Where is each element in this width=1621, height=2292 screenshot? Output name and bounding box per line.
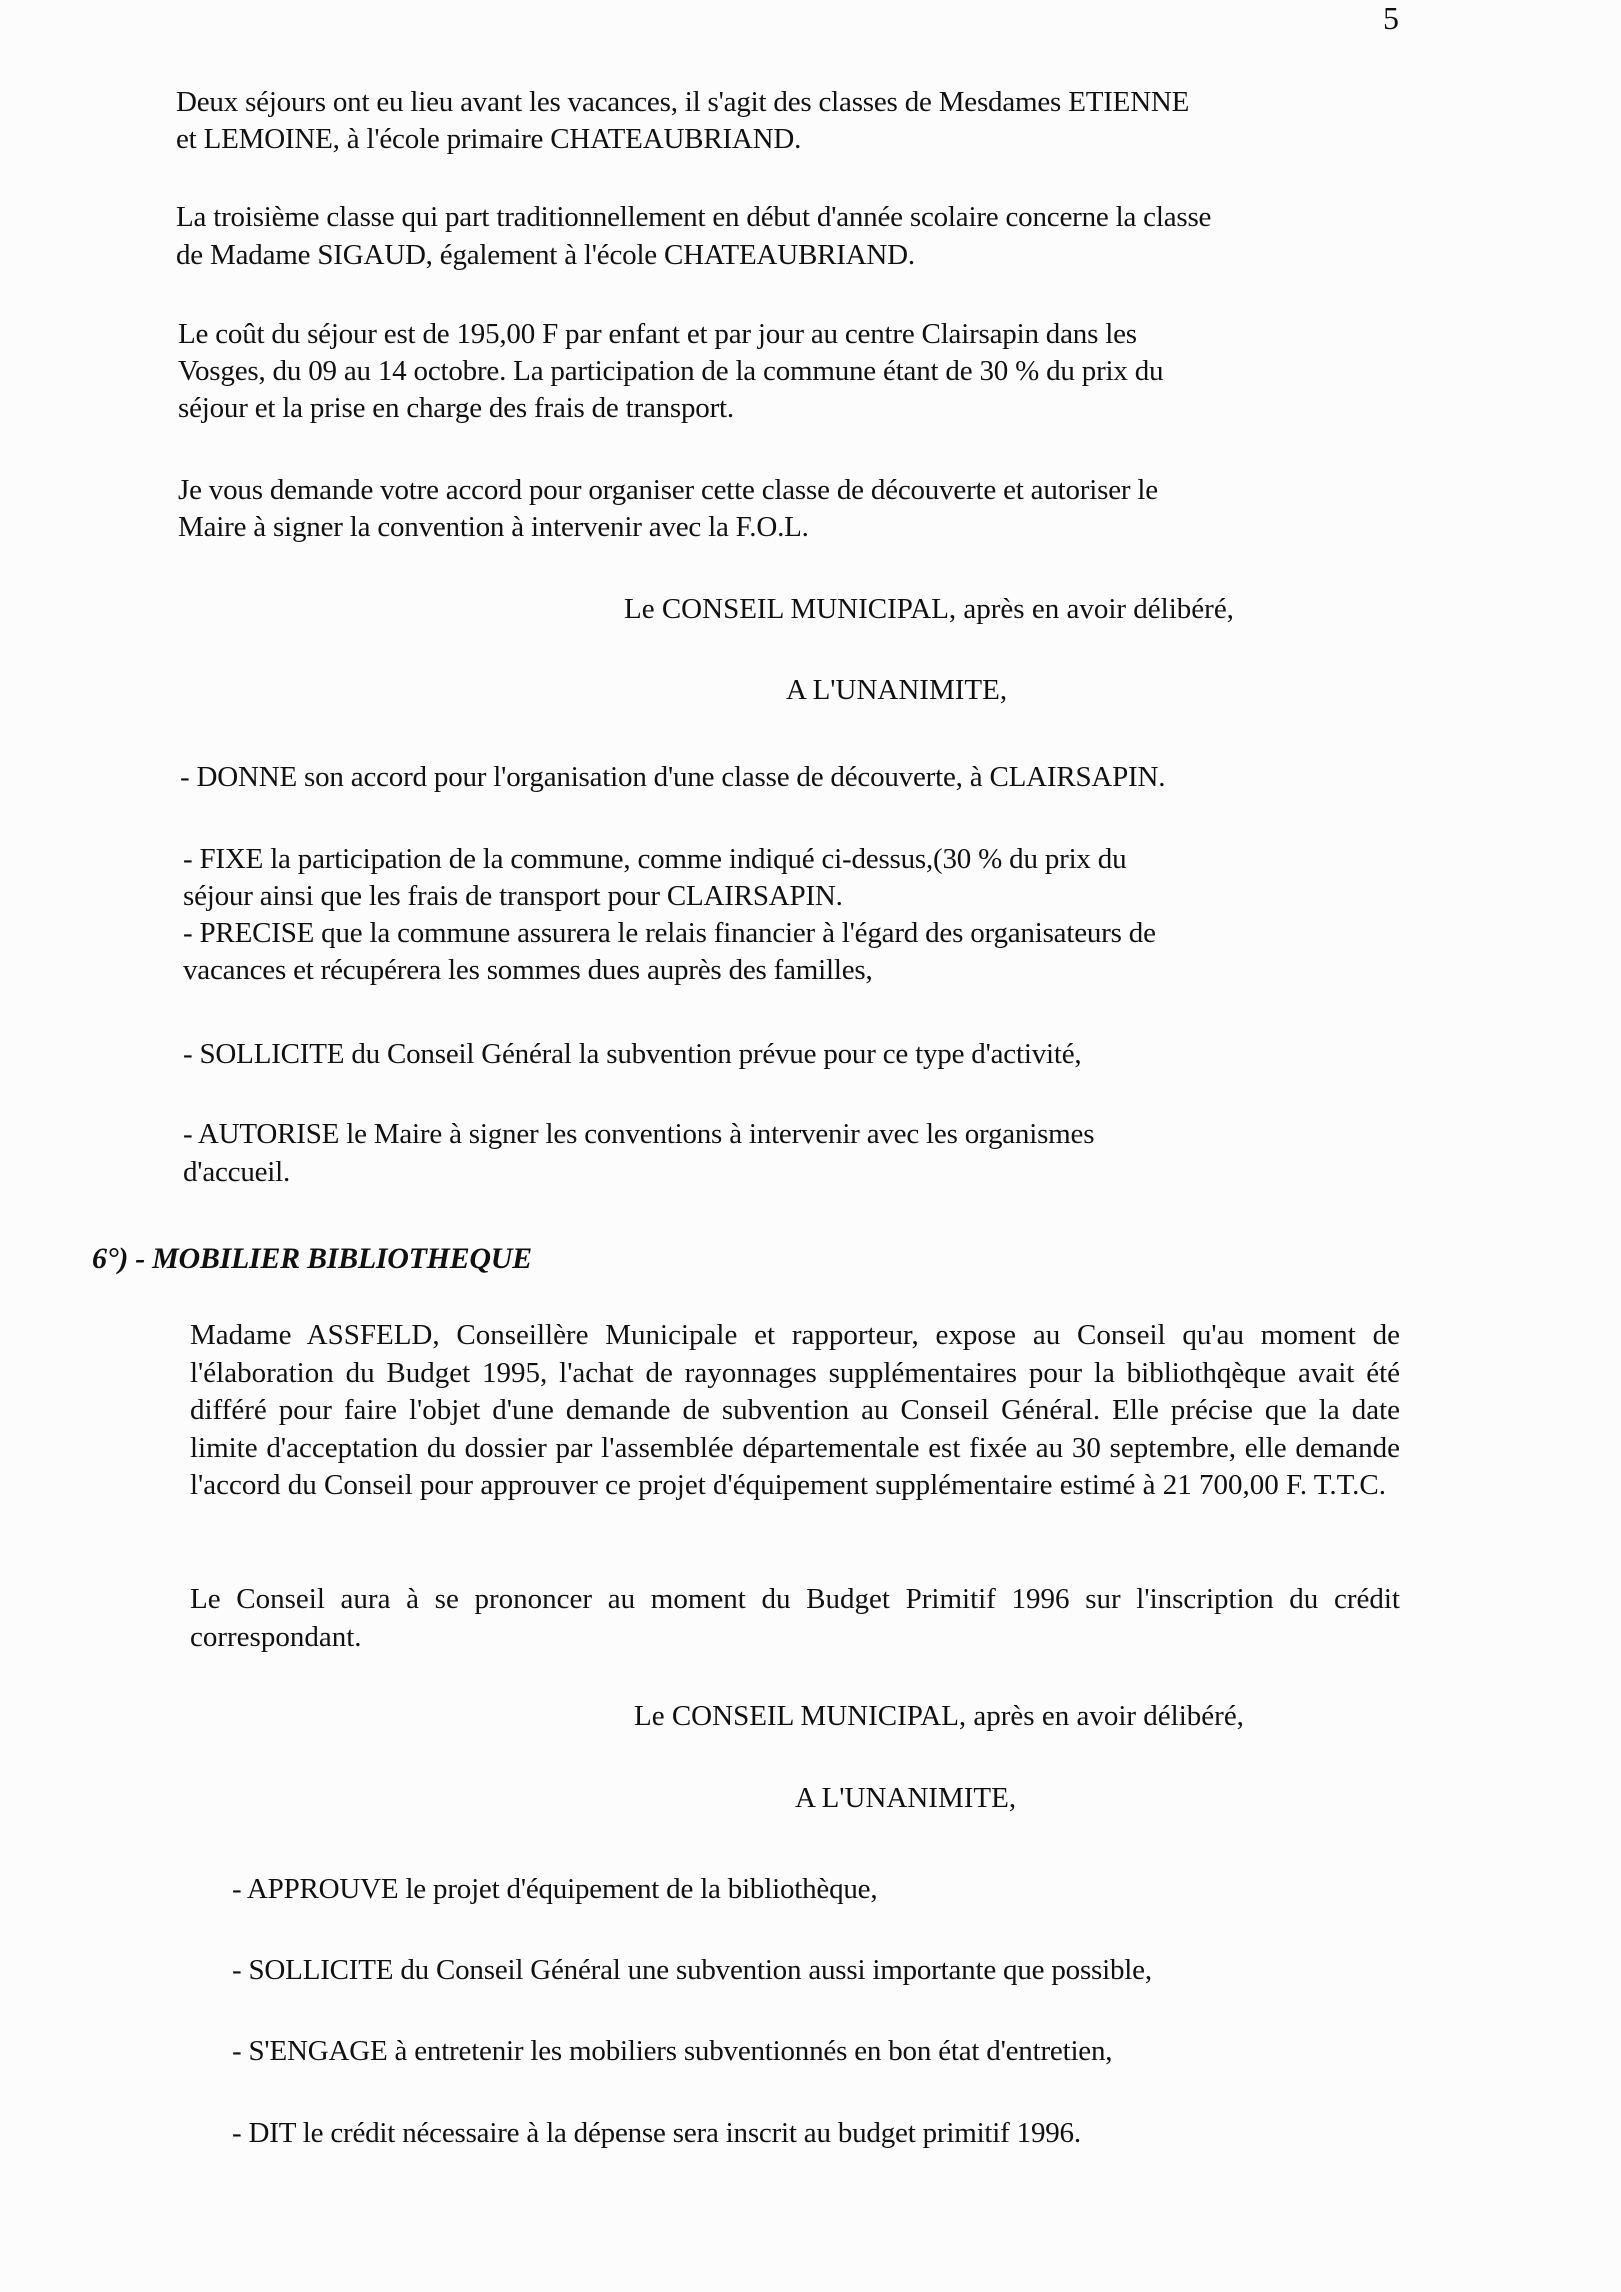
section6-item-sengage: - S'ENGAGE à entretenir les mobiliers subventionnés en bon état d'entretien,	[232, 2035, 1113, 2067]
intro-para3-line1: Le coût du séjour est de 195,00 F par enfant et par jour au centre Clairsapin dans les	[178, 318, 1137, 350]
decision-item-precise-line1: - PRECISE que la commune assurera le relais financier à l'égard des organisateurs de	[183, 917, 1156, 949]
intro-para3-line3: séjour et la prise en charge des frais de transport.	[178, 392, 734, 424]
decision-item-precise-line2: vacances et récupérera les sommes dues auprès des familles,	[183, 954, 873, 986]
section6-item-approuve: - APPROUVE le projet d'équipement de la bibliothèque,	[232, 1873, 878, 1905]
intro-para4-line1: Je vous demande votre accord pour organiser cette classe de découverte et autoriser le	[178, 474, 1158, 506]
decision-item-fixe-line2: séjour ainsi que les frais de transport pour CLAIRSAPIN.	[183, 880, 843, 912]
intro-para1-line2: et LEMOINE, à l'école primaire CHATEAUBRIAND.	[176, 123, 802, 155]
unanimity-line: A L'UNANIMITE,	[786, 674, 1008, 706]
intro-para3-line2: Vosges, du 09 au 14 octobre. La participation de la commune étant de 30 % du prix du	[178, 355, 1164, 387]
section-heading: 6°) - MOBILIER BIBLIOTHEQUE	[92, 1242, 532, 1275]
intro-para1-line1: Deux séjours ont eu lieu avant les vacances, il s'agit des classes de Mesdames ETIENNE	[176, 86, 1190, 118]
decision-item-fixe-line1: - FIXE la participation de la commune, comme indiqué ci-dessus,(30 % du prix du	[183, 843, 1127, 875]
intro-para4-line2: Maire à signer la convention à intervenir avec la F.O.L.	[178, 511, 809, 543]
council-deliberation-line: Le CONSEIL MUNICIPAL, après en avoir délibéré,	[624, 593, 1234, 625]
decision-item-autorise-line1: - AUTORISE le Maire à signer les conventions à intervenir avec les organismes	[183, 1118, 1095, 1150]
council-deliberation-line-2: Le CONSEIL MUNICIPAL, après en avoir délibéré,	[634, 1700, 1244, 1732]
section6-item-sollicite: - SOLLICITE du Conseil Général une subvention aussi importante que possible,	[232, 1954, 1152, 1986]
page-number: 5	[1383, 0, 1399, 36]
section6-para2: Le Conseil aura à se prononcer au moment du Budget Primitif 1996 sur l'inscription du crédit correspondant.	[190, 1583, 1400, 1653]
decision-item-sollicite: - SOLLICITE du Conseil Général la subvention prévue pour ce type d'activité,	[183, 1038, 1082, 1070]
intro-para2-line2: de Madame SIGAUD, également à l'école CHATEAUBRIAND.	[176, 239, 915, 271]
intro-para2-line1: La troisième classe qui part traditionnellement en début d'année scolaire concerne la classe	[176, 201, 1212, 233]
section6-para1: Madame ASSFELD, Conseillère Municipale et rapporteur, expose au Conseil qu'au moment de l'élaboration du Budget 1995, l'achat de rayonnages supplémentaires pour la bibliothqèque avait été différé pour faire l'objet d'une demande de subvention au Conseil Général. Elle précise que la date limite d'acceptation du dossier par l'assemblée départementale est fixée au 30 septembre, elle demande l'accord du Conseil pour approuver ce projet d'équipement supplémentaire estimé à 21 700,00 F. T.T.C.	[190, 1319, 1400, 1501]
unanimity-line-2: A L'UNANIMITE,	[795, 1782, 1017, 1814]
decision-item-autorise-line2: d'accueil.	[183, 1156, 291, 1188]
section6-item-dit: - DIT le crédit nécessaire à la dépense sera inscrit au budget primitif 1996.	[232, 2117, 1081, 2149]
decision-item-donne: - DONNE son accord pour l'organisation d'une classe de découverte, à CLAIRSAPIN.	[180, 761, 1166, 793]
